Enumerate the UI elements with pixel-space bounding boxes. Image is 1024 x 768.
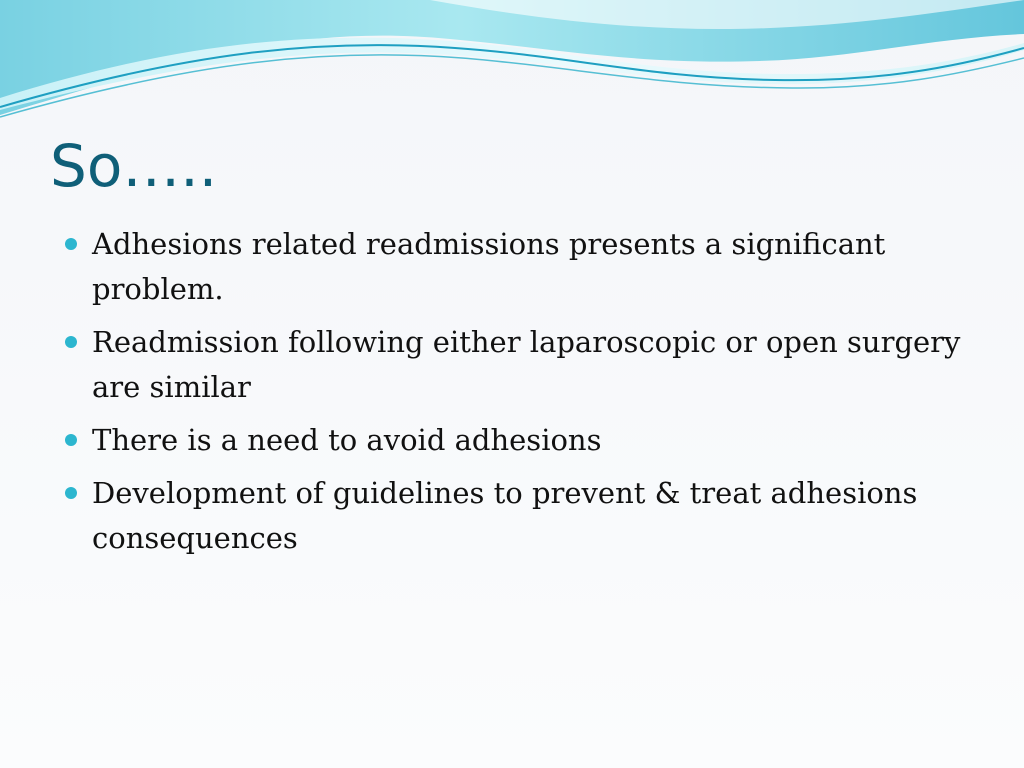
bullet-item: [62, 418, 962, 463]
bullet-icon: [65, 238, 77, 250]
bullet-icon: [65, 336, 77, 348]
bullet-text: Adhesions related readmissions presents a significant problem.: [92, 227, 886, 306]
bullet-item: [62, 471, 962, 561]
bullet-text: Development of guidelines to prevent & treat adhesions consequences: [92, 476, 918, 555]
bullet-list: [62, 222, 962, 569]
bullet-text: Readmission following either laparoscopic or open surgery are similar: [92, 325, 961, 404]
bullet-item: [62, 222, 962, 312]
bullet-text: There is a need to avoid adhesions: [92, 423, 602, 457]
bullet-icon: [65, 487, 77, 499]
bullet-item: [62, 320, 962, 410]
bullet-icon: [65, 434, 77, 446]
decorative-wave-banner: [0, 0, 1024, 130]
slide-title: So…..: [50, 132, 218, 200]
